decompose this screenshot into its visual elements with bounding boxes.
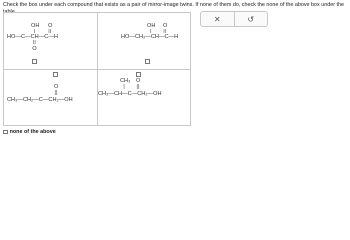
undo-button[interactable] — [234, 12, 268, 26]
compound-1-structure — [4, 13, 97, 69]
compound-1-checkbox[interactable] — [32, 59, 37, 64]
compound-table — [3, 12, 191, 126]
compound-1-chain: HO—C—CH—C—H — [7, 34, 58, 40]
compound-1-oh-label: OH — [31, 23, 40, 29]
none-of-the-above-label: none of the above — [9, 129, 56, 135]
none-of-the-above-checkbox[interactable] — [3, 130, 8, 135]
compound-4-chain: CH₃—CH—C—CH₂—OH — [98, 91, 162, 97]
compound-2-checkbox[interactable] — [145, 59, 150, 64]
compound-2-chain: HO—CH₂—CH—C—H — [121, 34, 179, 40]
compound-3-checkbox[interactable] — [53, 72, 58, 77]
compound-1-lower-oxygen: O — [32, 46, 37, 52]
answer-button-group — [200, 11, 268, 27]
compound-2-structure — [97, 13, 190, 69]
compound-3-oxygen-label: O — [54, 84, 59, 90]
none-of-the-above-row[interactable] — [3, 128, 56, 136]
instructions: Check the box under each compound that exists as a pair of mirror-image twins. If none of them do, check the none of the above box under the table. — [3, 2, 345, 15]
undo-icon: ↺ — [247, 14, 255, 24]
compound-4-oxygen-label: O — [136, 78, 141, 84]
compound-3-structure — [4, 69, 97, 125]
compound-4-structure — [97, 69, 190, 125]
compound-2-cell — [97, 13, 190, 69]
compound-4-checkbox[interactable] — [136, 72, 141, 77]
compound-3-cell — [4, 69, 97, 125]
close-icon: ✕ — [213, 14, 221, 24]
compound-4-cell — [97, 69, 190, 125]
compound-1-cell — [4, 13, 97, 69]
compound-2-oh-label: OH — [147, 23, 156, 29]
compound-3-chain: CH₃—CH₂—C—CH₂—OH — [7, 97, 73, 103]
compound-4-methyl-label: CH₃ — [120, 78, 131, 84]
clear-button[interactable] — [201, 12, 234, 26]
compound-1-oxygen-label: O — [48, 23, 53, 29]
compound-2-oxygen-label: O — [163, 23, 168, 29]
